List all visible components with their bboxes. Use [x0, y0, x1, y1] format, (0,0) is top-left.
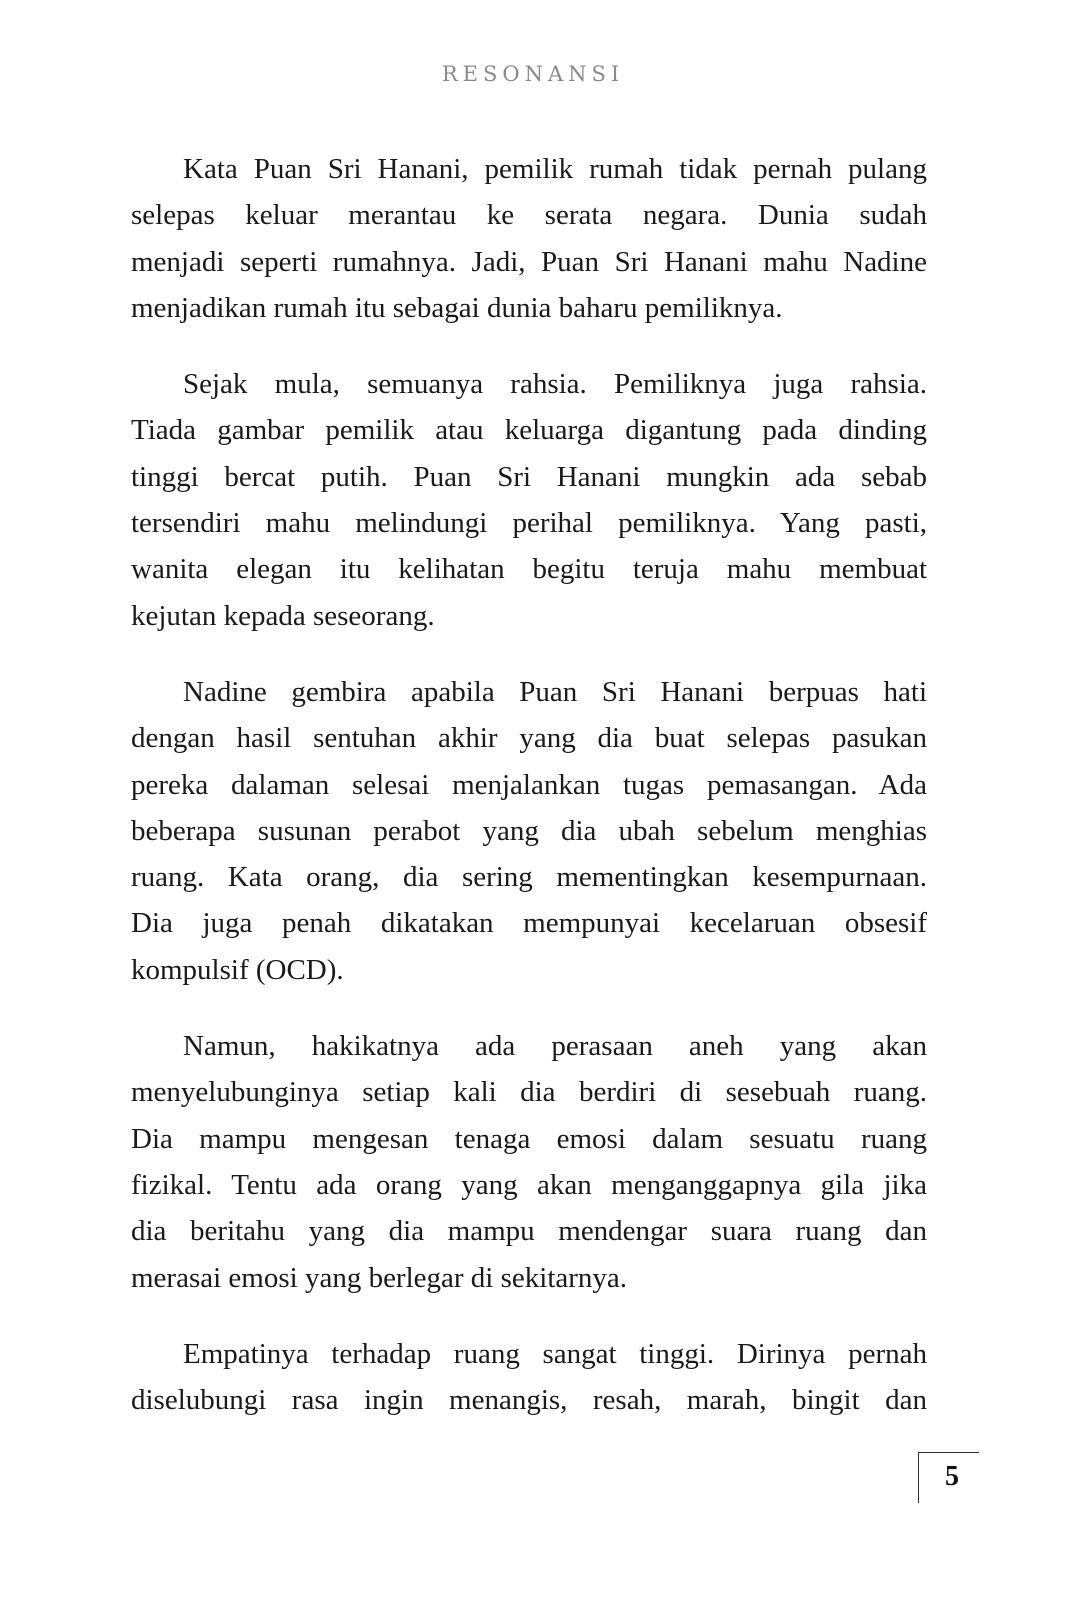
text-line: kejutan kepada seseorang. [131, 599, 435, 632]
text-line: Empatinya terhadap ruang sangat tinggi. Dirinya pernah [183, 1337, 927, 1370]
text-line: Dia mampu mengesan tenaga emosi dalam sesuatu ruang [131, 1122, 927, 1155]
paragraph [131, 669, 927, 993]
text-line: ruang. Kata orang, dia sering mementingkan kesempurnaan. [131, 861, 927, 894]
text-line: kompulsif (OCD). [131, 953, 344, 986]
paragraph [131, 361, 927, 639]
paragraph [131, 1331, 927, 1424]
text-line: pereka dalaman selesai menjalankan tugas pemasangan. Ada [131, 768, 927, 801]
text-line: selepas keluar merantau ke serata negara. Dunia sudah [131, 199, 927, 232]
text-line: merasai emosi yang berlegar di sekitarnya. [131, 1261, 628, 1294]
text-line: diselubungi rasa ingin menangis, resah, marah, bingit dan [131, 1384, 927, 1417]
body-text [131, 146, 927, 1453]
text-line: tinggi bercat putih. Puan Sri Hanani mungkin ada sebab [131, 460, 927, 493]
text-line: Nadine gembira apabila Puan Sri Hanani berpuas hati [183, 675, 927, 708]
page-number: 5 [945, 1461, 959, 1492]
text-line: fizikal. Tentu ada orang yang akan menganggapnya gila jika [131, 1168, 927, 1201]
text-line: dia beritahu yang dia mampu mendengar suara ruang dan [131, 1215, 927, 1248]
text-line: tersendiri mahu melindungi perihal pemiliknya. Yang pasti, [131, 507, 927, 540]
text-line: Namun, hakikatnya ada perasaan aneh yang akan [183, 1030, 927, 1063]
text-line: beberapa susunan perabot yang dia ubah sebelum menghias [131, 814, 927, 847]
text-line: menjadikan rumah itu sebagai dunia baharu pemiliknya. [131, 291, 783, 324]
running-header: RESONANSI [441, 62, 625, 86]
paragraph [131, 146, 927, 331]
text-line: wanita elegan itu kelihatan begitu teruja mahu membuat [131, 553, 927, 586]
text-line: menjadi seperti rumahnya. Jadi, Puan Sri Hanani mahu Nadine [131, 245, 927, 278]
text-line: dengan hasil sentuhan akhir yang dia buat selepas pasukan [131, 722, 927, 755]
text-line: Kata Puan Sri Hanani, pemilik rumah tidak pernah pulang [183, 153, 927, 185]
paragraph [131, 1023, 927, 1301]
text-line: Dia juga penah dikatakan mempunyai kecelaruan obsesif [131, 907, 927, 940]
text-line: Tiada gambar pemilik atau keluarga digantung pada dinding [131, 414, 927, 447]
page-number-box [918, 1452, 979, 1503]
text-line: menyelubunginya setiap kali dia berdiri di sesebuah ruang. [131, 1076, 927, 1109]
text-line: Sejak mula, semuanya rahsia. Pemiliknya juga rahsia. [183, 368, 927, 401]
